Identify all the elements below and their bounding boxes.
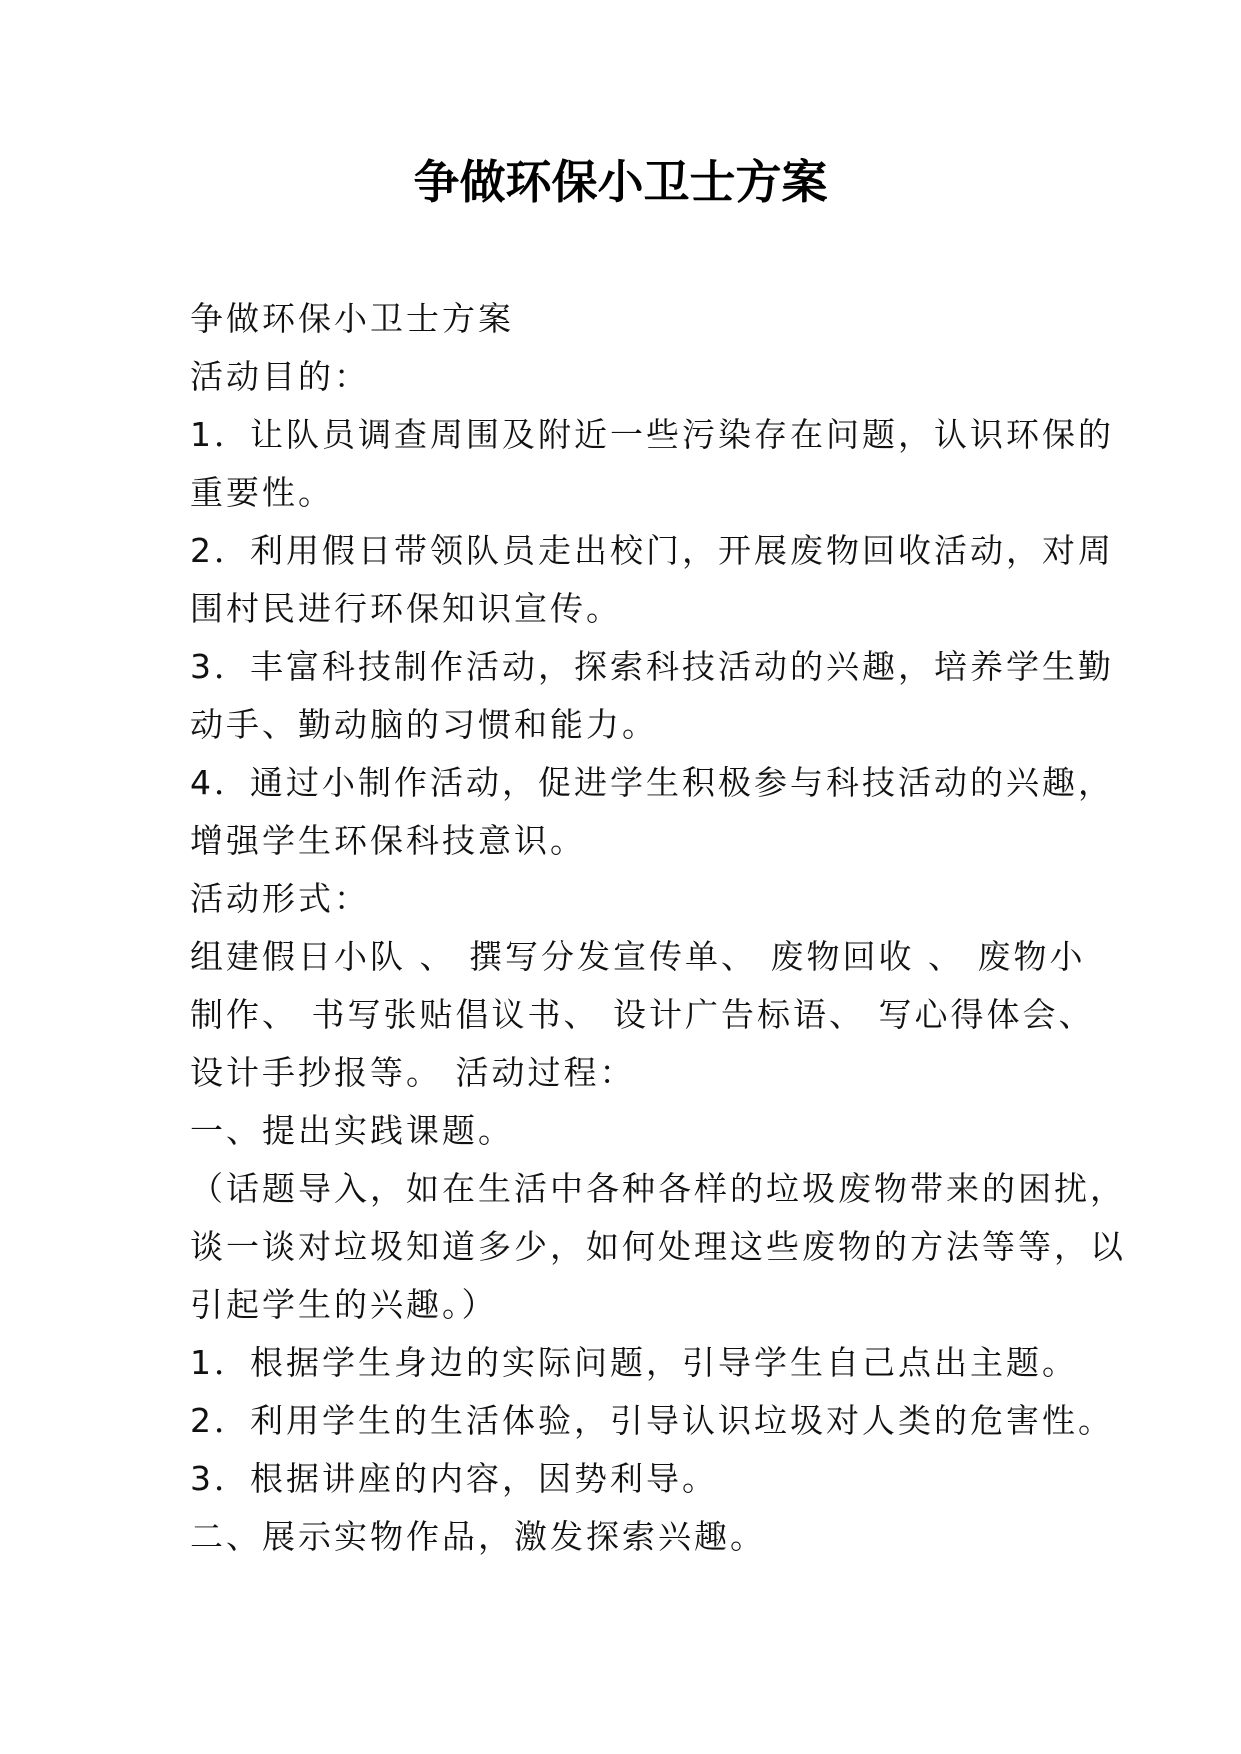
body-line: 活动形式： [190, 879, 370, 918]
body-line: 一、提出实践课题。 [190, 1111, 514, 1150]
body-line: （话题导入，如在生活中各种各样的垃圾废物带来的困扰， [190, 1169, 1126, 1208]
body-line: 2．利用学生的生活体验，引导认识垃圾对人类的危害性。 [190, 1401, 1114, 1440]
body-line: 动手、勤动脑的习惯和能力。 [190, 705, 658, 744]
body-line: 4．通过小制作活动，促进学生积极参与科技活动的兴趣， [190, 763, 1114, 802]
body-line: 组建假日小队 、 撰写分发宣传单、 废物回收 、 废物小 [190, 937, 1086, 976]
body-line: 重要性。 [190, 473, 334, 512]
body-line: 1．根据学生身边的实际问题，引导学生自己点出主题。 [190, 1343, 1078, 1382]
body-line: 2．利用假日带领队员走出校门，开展废物回收活动，对周 [190, 531, 1114, 570]
body-line: 谈一谈对垃圾知道多少，如何处理这些废物的方法等等，以 [190, 1227, 1126, 1266]
body-line: 活动目的： [190, 357, 370, 396]
body-line: 制作、 书写张贴倡议书、 设计广告标语、 写心得体会、 [190, 995, 1095, 1034]
document-title: 争做环保小卫士方案 [413, 155, 828, 209]
document-body [190, 290, 1126, 1566]
body-line: 增强学生环保科技意识。 [190, 821, 586, 860]
body-line: 3．丰富科技制作活动，探索科技活动的兴趣，培养学生勤 [190, 647, 1114, 686]
body-line: 围村民进行环保知识宣传。 [190, 589, 622, 628]
body-line: 二、展示实物作品，激发探索兴趣。 [190, 1517, 766, 1556]
body-line: 设计手抄报等。 活动过程： [190, 1053, 636, 1092]
body-line: 1．让队员调查周围及附近一些污染存在问题，认识环保的 [190, 415, 1114, 454]
body-line: 3．根据讲座的内容，因势利导。 [190, 1459, 718, 1498]
body-line: 争做环保小卫士方案 [190, 299, 514, 338]
body-line: 引起学生的兴趣。） [190, 1285, 498, 1324]
